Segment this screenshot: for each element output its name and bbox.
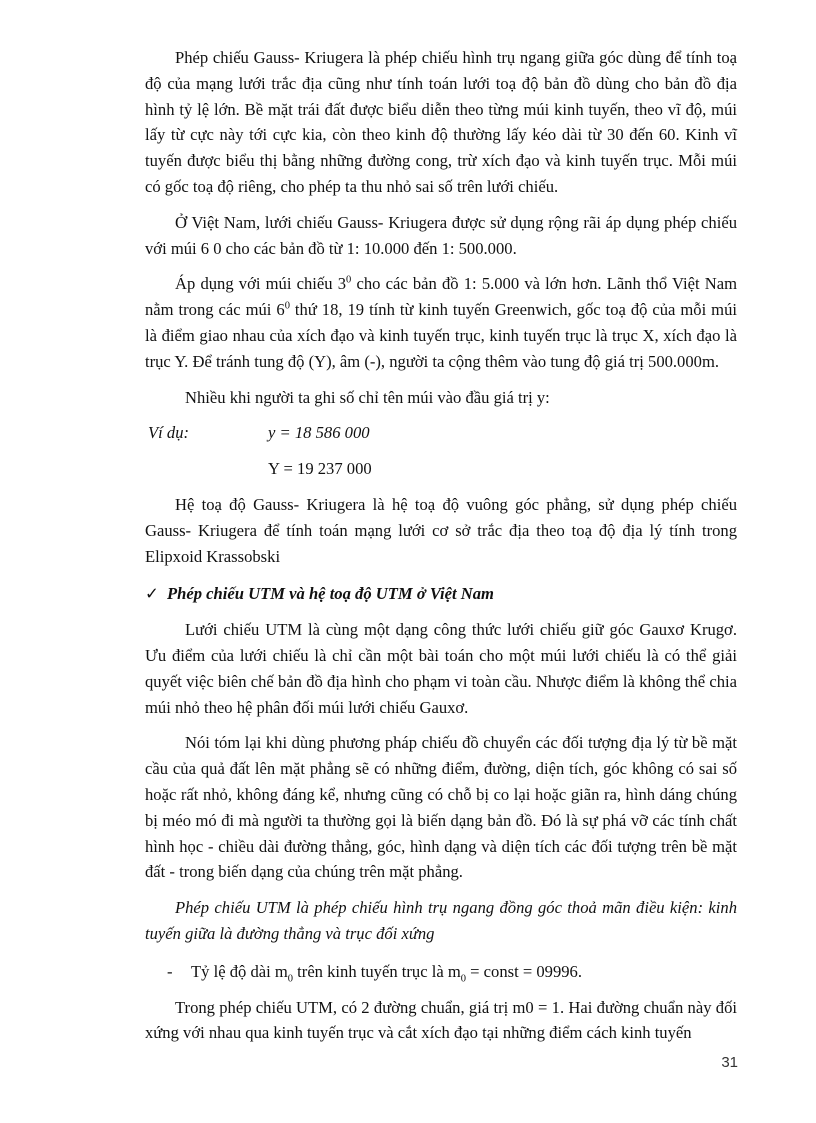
section-heading-utm	[145, 581, 737, 607]
list-item-scale-factor	[145, 959, 737, 985]
page-content	[145, 45, 737, 1046]
degree-superscript: 0	[284, 300, 290, 312]
paragraph-utm-definition: Phép chiếu UTM là phép chiếu hình trụ ngang đồng góc thoả mãn điều kiện: kinh tuyến giữa là đường thẳng và trục đối xứng	[145, 898, 737, 943]
paragraph-utm-description: Lưới chiếu UTM là cùng một dạng công thức lưới chiếu giữ góc Gauxơ Krugơ. Ưu điểm của lưới chiếu là chỉ cần một bài toán cho một múi lưới chiếu là có thể giải quyết việc biên chế bản đồ địa hình cho phạm vi toàn cầu. Nhược điểm là không thể chia múi nhỏ theo hệ phân đối múi lưới chiếu Gauxơ.	[145, 620, 737, 717]
paragraph-standard-lines: Trong phép chiếu UTM, có 2 đường chuẩn, giá trị m0 = 1. Hai đường chuẩn này đối xứng với nhau qua kinh tuyến trục và cắt xích đạo tại những điểm cách kinh tuyến	[145, 997, 737, 1043]
scale-text-a: Tỷ lệ độ dài m	[191, 961, 288, 981]
paragraph-vietnam-gauss: Ở Việt Nam, lưới chiếu Gauss- Kriugera được sử dụng rộng rãi áp dụng phép chiếu với múi 6 0 cho các bản đồ từ 1: 10.000 đến 1: 500.000.	[145, 212, 737, 258]
paragraph-3-degree-zone	[145, 271, 737, 374]
subscript-zero: 0	[287, 973, 294, 985]
paragraph-map-distortion: Nói tóm lại khi dùng phương pháp chiếu đồ chuyển các đối tượng địa lý từ bề mặt cầu của quả đất lên mặt phẳng sẽ có những điểm, đường, diện tích, góc không có sai số hoặc rất nhỏ, không đáng kể, nhưng cũng có chỗ bị co lại hoặc giãn ra, hình dáng chúng bị méo mó đi mà người ta thường gọi là biến dạng bản đồ. Đó là sự phá vỡ các tính chất hình học - chiều dài đường thẳng, góc, hình dạng và diện tích các đối tượng trên bề mặt đất - trong biến dạng của chúng trên mặt phẳng.	[145, 733, 737, 882]
dash-bullet: -	[167, 961, 173, 981]
section-heading-text: Phép chiếu UTM và hệ toạ độ UTM ở Việt Nam	[167, 584, 494, 604]
scale-text-b: trên kinh tuyến trục là m	[293, 961, 461, 981]
example-y-value: y = 18 586 000	[268, 423, 370, 443]
subscript-zero: 0	[460, 973, 467, 985]
page-number: 31	[721, 1054, 738, 1071]
list-item-text	[191, 959, 582, 985]
paragraph-gauss-coordinate-system: Hệ toạ độ Gauss- Kriugera là hệ toạ độ vuông góc phẳng, sử dụng phép chiếu Gauss- Kriugera để tính toán mạng lưới cơ sở trắc địa theo toạ độ địa lý tính trong Elipxoid Krassobski	[145, 494, 737, 566]
example-label: Ví dụ:	[148, 423, 190, 443]
example-row	[145, 420, 737, 446]
p3-part-a: Áp dụng với múi chiếu 3	[175, 274, 347, 294]
scale-text-c: = const = 09996.	[466, 961, 583, 981]
paragraph-gauss-intro: Phép chiếu Gauss- Kriugera là phép chiếu hình trụ ngang giữa góc dùng để tính toạ độ của mạng lưới trắc địa cũng như tính toán lưới toạ độ bản đồ dùng cho bản đồ địa hình tỷ lệ lớn. Bề mặt trái đất được biểu diễn theo từng múi kinh tuyến, theo vĩ độ, múi lấy từ cực này tới cực kia, còn theo kinh độ thường lấy kéo dài từ 30 đến 60. Kinh vĩ tuyến được biểu thị bằng những đường cong, trừ xích đạo và kinh tuyến trục. Mỗi múi có gốc toạ độ riêng, cho phép ta thu nhỏ sai số trên lưới chiếu.	[145, 48, 737, 196]
p3-part-b: cho các bản đồ 1: 5.000 và lớn hơn. Lãnh thổ Việt Nam nằm trong các múi 6	[145, 274, 738, 320]
checkmark-icon: ✓	[145, 584, 159, 604]
example-Y-value: Y = 19 237 000	[268, 459, 372, 479]
p3-part-c: thứ 18, 19 tính từ kinh tuyến Greenwich, gốc toạ độ của mỗi múi là điểm giao nhau của xích đạo và kinh tuyến trục, kinh tuyến trục là trục X, xích đạo là trục Y. Để tránh tung độ (Y), âm (-), người ta cộng thêm vào tung độ giá trị 500.000m.	[145, 300, 737, 371]
paragraph-zone-prefix: Nhiều khi người ta ghi số chỉ tên múi vào đầu giá trị y:	[185, 387, 550, 407]
degree-superscript: 0	[346, 274, 352, 286]
